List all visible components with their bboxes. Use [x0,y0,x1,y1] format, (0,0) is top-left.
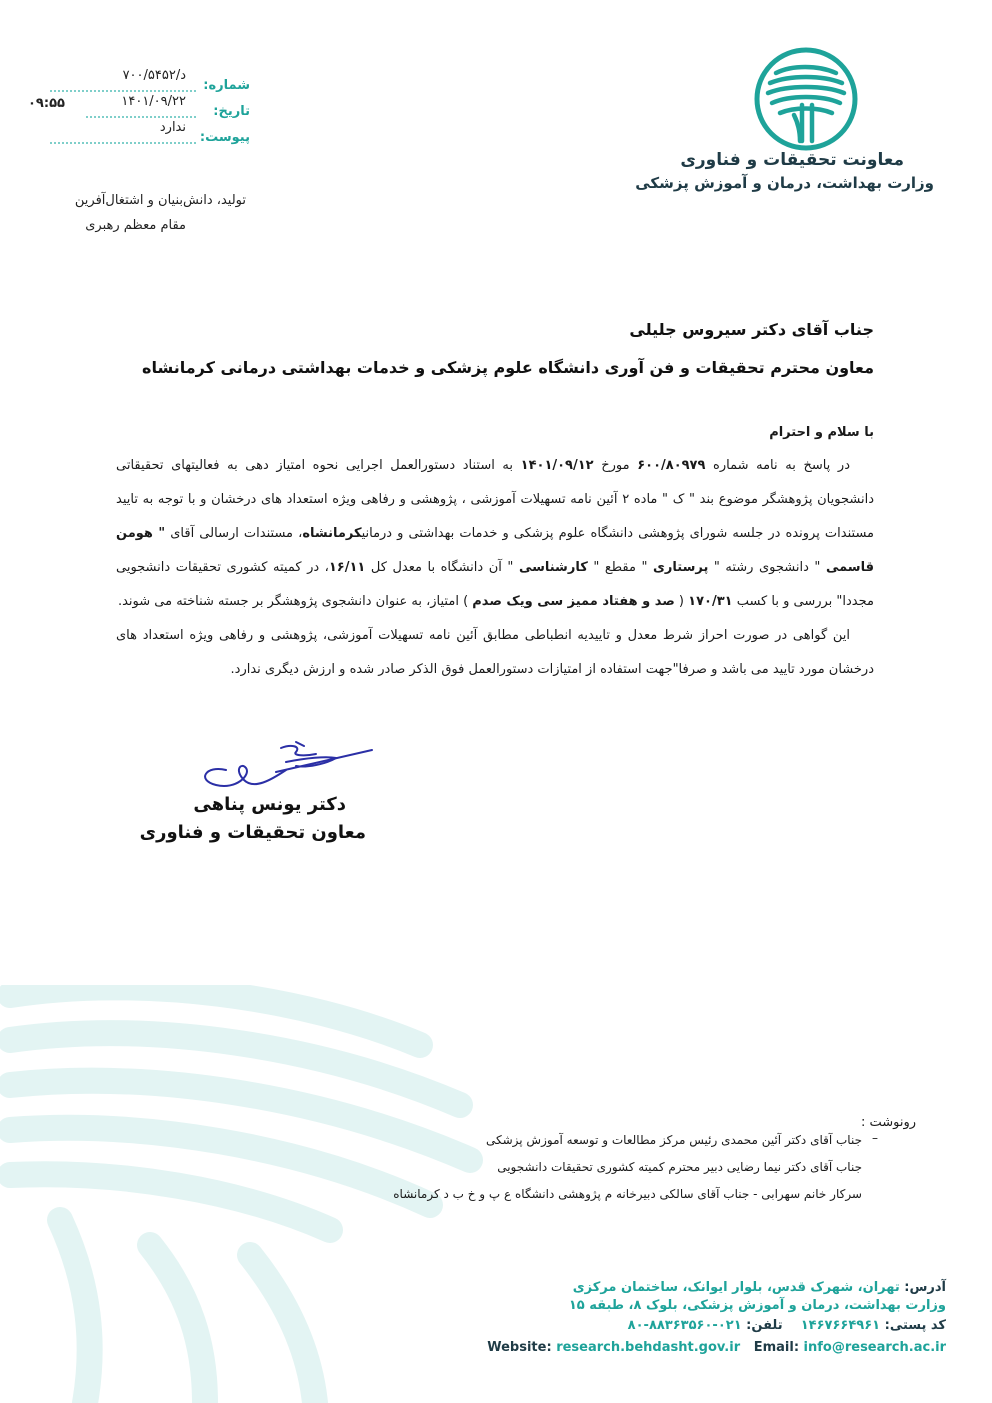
degree-level: کارشناسی [518,560,588,575]
footer-contact [628,1318,946,1333]
recipient-position: معاون محترم تحقیقات و فن آوری دانشگاه علوم پزشکی و خدمات بهداشتی درمانی کرمانشاه [142,358,874,377]
org-title: معاونت تحقیقات و فناوری [680,150,904,170]
phone-label: تلفن: [746,1318,783,1333]
cc-heading: رونوشت : [860,1115,916,1130]
score-value: ۱۷۰/۳۱ [688,594,733,609]
email-label: Email: [753,1340,800,1355]
footer-address-line2: وزارت بهداشت، درمان و آموزش پزشکی، بلوک ۸، طبقه ۱۵ [568,1298,946,1313]
footer-web-contact [487,1340,946,1355]
greeting: با سلام و احترام [769,425,874,440]
attachment-label: پیوست: [199,130,250,145]
letter-date-value: ۱۴۰۱/۰۹/۲۲ [121,94,186,109]
cc-recipient: جناب آقای دکتر نیما رضایی دبیر محترم کمیته کشوری تحقیقات دانشجویی [497,1160,862,1174]
cc-recipient: سرکار خانم سهرابی - جناب آقای سالکی دبیرخانه م پژوهشی دانشگاه ع پ و خ ب د کرمانشاه [393,1187,862,1201]
reference-number: ۶۰۰/۸۰۹۷۹ [637,458,706,473]
attachment-value: ندارد [159,120,186,135]
body-text: " مقطع " [587,560,653,575]
letter-date-label: تاریخ: [213,104,250,119]
slogan-line: تولید، دانش‌بنیان و اشتغال‌آفرین [74,193,246,208]
ministry-logo-icon [752,45,860,153]
reference-date: ۱۴۰۱/۰۹/۱۲ [520,458,594,473]
gpa-value: ۱۶/۱۱ [328,560,366,575]
email-link[interactable]: info@research.ac.ir [803,1340,946,1355]
body-text: ( [674,594,689,609]
field-of-study: پرستاری [653,560,709,575]
postal-label: کد پستی: [884,1318,946,1333]
body-text: ) امتیاز، به عنوان دانشجوی پژوهشگر بر جسته شناخته می شوند. [117,594,473,609]
cc-dash: – [872,1131,878,1145]
number-dotted-line [50,90,196,92]
body-text: ، در کمیته کشوری تحقیقات دانشجویی مجددا" بررسی و با کسب [116,560,874,609]
letter-number-label: شماره: [203,78,250,93]
body-paragraph-1 [116,449,874,619]
body-text: " آن دانشگاه با معدل کل [365,560,519,575]
body-text: " دانشجوی رشته " [708,560,826,575]
address-label: آدرس: [904,1280,946,1295]
slogan-attribution: مقام معظم رهبری [85,218,186,233]
score-in-words: صد و هفتاد ممیز سی ویک صدم [472,594,675,609]
attachment-dotted-line [50,142,196,144]
phone-value: ۰۲۱-۸۸۳۶۳۵۶۰-۸۰ [627,1318,742,1333]
body-text: مورخ [593,458,638,473]
body-text: ، مستندات ارسالی آقای [165,526,303,541]
footer-address-line1 [573,1280,946,1295]
website-label: Website: [487,1340,552,1355]
date-dotted-line [86,116,196,118]
letter-number-value: د/۷۰۰/۵۴۵۲ [122,68,186,83]
university-city: کرمانشاه [302,526,362,541]
org-subtitle: وزارت بهداشت، درمان و آموزش پزشکی [635,174,934,192]
cc-recipient: جناب آقای دکتر آئین محمدی رئیس مرکز مطالعات و توسعه آموزش پزشکی [485,1133,862,1147]
letter-body [116,449,874,687]
recipient-name: جناب آقای دکتر سیروس جلیلی [629,320,874,339]
postal-value: ۱۴۶۷۶۶۴۹۶۱ [800,1318,881,1333]
address-line1: تهران، شهرک قدس، بلوار ایوانک، ساختمان مرکزی [572,1280,900,1295]
letter-time-value: ۰۹:۵۵ [28,96,65,111]
handwritten-signature-icon [196,740,376,798]
body-paragraph-2: این گواهی در صورت احراز شرط معدل و تاییدیه انطباطی مطابق آئین نامه تسهیلات آموزشی، پژوهشی و رفاهی ویژه استعداد های درخشان مورد تایید می باشد و صرفا"جهت استفاده از امتیازات دستورالعمل فوق الذکر صادر شده و ارزش دیگری ندارد. [116,628,874,677]
website-link[interactable]: research.behdasht.gov.ir [556,1340,741,1355]
signatory-name: دکتر یونس پناهی [193,794,346,815]
student-name: " هومن قاسمی [116,526,874,575]
body-text: به استناد دستورالعمل اجرایی نحوه امتیاز دهی به فعالیتهای تحقیقاتی دانشجویان پژوهشگر موضوع بند " ک " ماده ۲ آئین نامه تسهیلات آموزشی ، پژوهشی و رفاهی ویژه استعداد های درخشان و با توجه به تایید مستندات پرونده در جلسه شورای پژوهشی دانشگاه علوم پزشکی و خدمات بهداشتی و درمانی [116,458,874,541]
body-text: در پاسخ به نامه شماره [705,458,850,473]
signatory-title: معاون تحقیقات و فناوری [139,822,366,843]
